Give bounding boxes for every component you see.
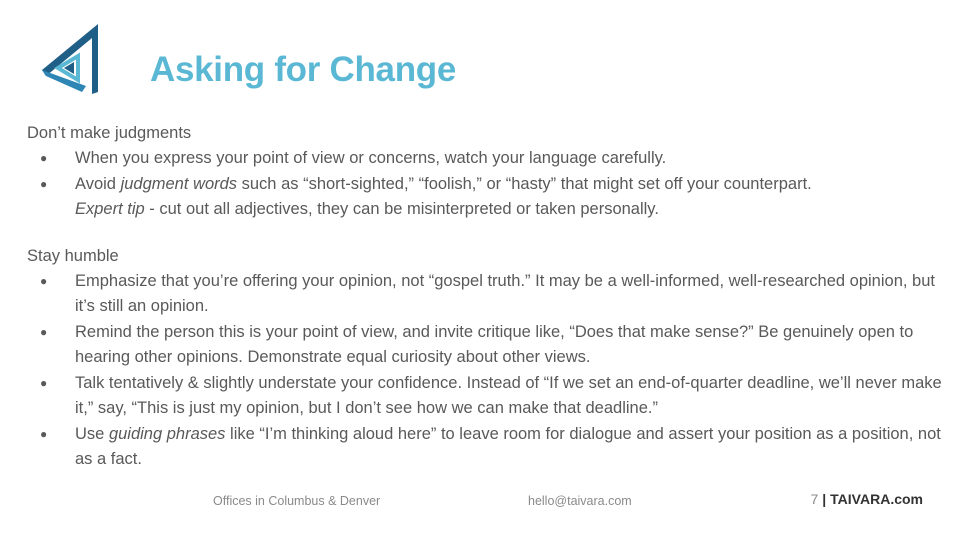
bullet-item bbox=[27, 422, 942, 473]
bullet-dot-icon: ● bbox=[40, 375, 48, 390]
bullet-list bbox=[27, 269, 942, 473]
footer-email[interactable]: hello@taivara.com bbox=[528, 494, 632, 508]
bullet-list bbox=[27, 146, 942, 223]
bullet-item bbox=[27, 320, 942, 371]
bullet-text: such as “short-sighted,” “foolish,” or “hasty” that might set off your counterpart. bbox=[237, 174, 812, 193]
page-number: 7 bbox=[810, 491, 819, 507]
slide-title: Asking for Change bbox=[150, 50, 457, 89]
emphasis-text: judgment words bbox=[120, 174, 238, 193]
bullet-dot-icon: ● bbox=[40, 151, 48, 165]
bullet-text: Remind the person this is your point of view, and invite critique like, “Does that make sense?” Be genuinely open to hearing other opinions. Demonstrate equal curiosity about other views. bbox=[75, 322, 914, 366]
footer-branding bbox=[810, 491, 923, 507]
bullet-item bbox=[27, 172, 942, 223]
bullet-text: Avoid bbox=[75, 174, 121, 193]
bullet-text: Talk tentatively & slightly understate your confidence. Instead of “If we set an end-of-quarter deadline, we’ll never make it,” say, “This is just my opinion, but I don’t see how we can make that deadline.” bbox=[75, 373, 942, 417]
footer-separator: | bbox=[822, 491, 827, 507]
bullet-text: When you express your point of view or concerns, watch your language carefully. bbox=[75, 149, 667, 167]
bullet-item bbox=[27, 371, 942, 422]
section-heading: Stay humble bbox=[27, 246, 119, 265]
footer-brand-link[interactable]: TAIVARA.com bbox=[830, 491, 923, 507]
bullet-text: like “I’m thinking aloud here” to leave room for dialogue and assert your position as a position, not as a fact. bbox=[75, 424, 941, 468]
emphasis-text: Expert tip bbox=[75, 200, 145, 218]
emphasis-text: guiding phrases bbox=[108, 424, 226, 443]
section-gap bbox=[27, 223, 942, 244]
slide-body bbox=[27, 121, 942, 473]
bullet-text: Use bbox=[75, 424, 109, 443]
bullet-item bbox=[27, 146, 942, 172]
bullet-text: Emphasize that you’re offering your opinion, not “gospel truth.” It may be a well-informed, well-researched opinion, but it’s still an opinion. bbox=[75, 271, 935, 315]
section-heading: Don’t make judgments bbox=[27, 124, 192, 142]
bullet-text: - cut out all adjectives, they can be misinterpreted or taken personally. bbox=[144, 200, 659, 218]
bullet-item bbox=[27, 269, 942, 320]
bullet-dot-icon: ● bbox=[40, 426, 48, 441]
footer-offices: Offices in Columbus & Denver bbox=[213, 494, 381, 508]
taivara-logo-icon bbox=[38, 22, 102, 98]
bullet-dot-icon: ● bbox=[40, 176, 48, 191]
bullet-dot-icon: ● bbox=[40, 273, 48, 288]
bullet-dot-icon: ● bbox=[40, 324, 48, 339]
